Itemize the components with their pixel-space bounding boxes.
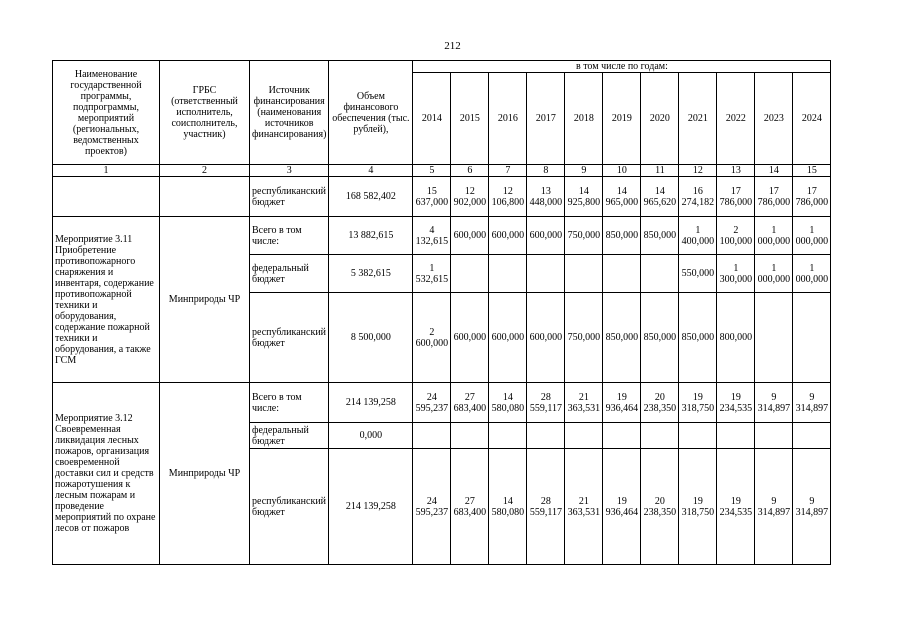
year-value-cell: 1 400,000 xyxy=(679,217,717,255)
year-value-cell: 9 314,897 xyxy=(793,449,831,565)
column-number: 7 xyxy=(489,165,527,177)
year-value-cell xyxy=(489,255,527,293)
year-value-cell xyxy=(565,255,603,293)
year-value-cell xyxy=(489,423,527,449)
total-value: 214 139,258 xyxy=(329,449,413,565)
grbs-cell-empty xyxy=(160,177,250,217)
year-value-cell xyxy=(603,423,641,449)
year-value-cell: 12 902,000 xyxy=(451,177,489,217)
header-grbs: ГРБС (ответственный исполнитель, соисполнитель, участник) xyxy=(160,61,250,165)
year-value-cell: 1 300,000 xyxy=(717,255,755,293)
header-source: Источник финансирования (наименования источников финансирования) xyxy=(250,61,329,165)
year-value-cell: 14 965,620 xyxy=(641,177,679,217)
year-header: 2021 xyxy=(679,73,717,165)
year-value-cell: 9 314,897 xyxy=(755,383,793,423)
year-value-cell: 19 936,464 xyxy=(603,383,641,423)
year-value-cell: 20 238,350 xyxy=(641,449,679,565)
year-value-cell xyxy=(527,255,565,293)
year-value-cell: 2 600,000 xyxy=(413,293,451,383)
year-value-cell xyxy=(565,423,603,449)
year-value-cell: 21 363,531 xyxy=(565,449,603,565)
year-value-cell xyxy=(755,293,793,383)
year-value-cell xyxy=(451,423,489,449)
column-number: 4 xyxy=(329,165,413,177)
year-value-cell: 750,000 xyxy=(565,217,603,255)
year-value-cell: 800,000 xyxy=(717,293,755,383)
year-header: 2017 xyxy=(527,73,565,165)
program-cell-empty xyxy=(53,177,160,217)
year-value-cell: 19 936,464 xyxy=(603,449,641,565)
year-value-cell: 27 683,400 xyxy=(451,383,489,423)
column-number: 8 xyxy=(527,165,565,177)
year-header: 2015 xyxy=(451,73,489,165)
year-value-cell: 21 363,531 xyxy=(565,383,603,423)
column-number: 12 xyxy=(679,165,717,177)
year-header: 2024 xyxy=(793,73,831,165)
year-value-cell: 13 448,000 xyxy=(527,177,565,217)
year-value-cell xyxy=(413,423,451,449)
year-value-cell: 28 559,117 xyxy=(527,449,565,565)
measure-3-11-name: Мероприятие 3.11 Приобретение противопожарного снаряжения и инвентаря, содержание противопожарной техники и оборудования, содержание пожарной техники и оборудования, а также ГСМ xyxy=(53,217,160,383)
year-value-cell xyxy=(793,293,831,383)
year-value-cell: 12 106,800 xyxy=(489,177,527,217)
source-republic-budget: республиканский бюджет xyxy=(250,293,329,383)
year-value-cell xyxy=(527,423,565,449)
year-value-cell xyxy=(603,255,641,293)
year-value-cell: 19 318,750 xyxy=(679,383,717,423)
total-value: 8 500,000 xyxy=(329,293,413,383)
year-value-cell: 19 234,535 xyxy=(717,383,755,423)
year-value-cell: 1 000,000 xyxy=(755,255,793,293)
year-header: 2023 xyxy=(755,73,793,165)
year-value-cell: 600,000 xyxy=(489,293,527,383)
column-number: 14 xyxy=(755,165,793,177)
year-value-cell: 850,000 xyxy=(641,217,679,255)
column-number: 11 xyxy=(641,165,679,177)
column-number: 5 xyxy=(413,165,451,177)
year-value-cell xyxy=(679,423,717,449)
source-total: Всего в том числе: xyxy=(250,383,329,423)
total-value: 5 382,615 xyxy=(329,255,413,293)
measure-3-11-grbs: Минприроды ЧР xyxy=(160,217,250,383)
header-by-years: в том числе по годам: xyxy=(413,61,831,73)
column-number: 6 xyxy=(451,165,489,177)
year-header: 2020 xyxy=(641,73,679,165)
column-number: 2 xyxy=(160,165,250,177)
year-value-cell: 14 925,800 xyxy=(565,177,603,217)
year-value-cell: 850,000 xyxy=(641,293,679,383)
column-number: 13 xyxy=(717,165,755,177)
year-value-cell: 1 000,000 xyxy=(793,217,831,255)
year-value-cell: 600,000 xyxy=(451,293,489,383)
year-value-cell: 16 274,182 xyxy=(679,177,717,217)
total-value: 13 882,615 xyxy=(329,217,413,255)
budget-table xyxy=(52,60,831,565)
measure-3-12-name: Мероприятие 3.12 Своевременная ликвидация лесных пожаров, организация своевременной доставки сил и средств пожаротушения к лесным пожарам и проведение мероприятий по охране лесов от пожаров xyxy=(53,383,160,565)
column-number: 15 xyxy=(793,165,831,177)
year-value-cell: 1 000,000 xyxy=(755,217,793,255)
total-value: 0,000 xyxy=(329,423,413,449)
year-value-cell: 600,000 xyxy=(489,217,527,255)
total-value: 214 139,258 xyxy=(329,383,413,423)
total-value: 168 582,402 xyxy=(329,177,413,217)
year-value-cell: 9 314,897 xyxy=(755,449,793,565)
source-total: Всего в том числе: xyxy=(250,217,329,255)
year-value-cell xyxy=(793,423,831,449)
header-program: Наименование государственной программы, подпрограммы, мероприятий (региональных, ведомственных проектов) xyxy=(53,61,160,165)
year-value-cell: 850,000 xyxy=(603,293,641,383)
year-value-cell: 2 100,000 xyxy=(717,217,755,255)
year-value-cell: 27 683,400 xyxy=(451,449,489,565)
source-republic-budget: республиканский бюджет xyxy=(250,177,329,217)
column-number: 10 xyxy=(603,165,641,177)
year-header: 2014 xyxy=(413,73,451,165)
year-value-cell xyxy=(717,423,755,449)
year-value-cell xyxy=(755,423,793,449)
year-value-cell: 14 580,080 xyxy=(489,449,527,565)
year-value-cell xyxy=(451,255,489,293)
year-value-cell: 850,000 xyxy=(603,217,641,255)
year-value-cell xyxy=(641,255,679,293)
year-value-cell: 14 965,000 xyxy=(603,177,641,217)
year-value-cell: 850,000 xyxy=(679,293,717,383)
year-value-cell xyxy=(641,423,679,449)
page-number: 212 xyxy=(444,40,461,52)
year-value-cell: 20 238,350 xyxy=(641,383,679,423)
year-value-cell: 17 786,000 xyxy=(717,177,755,217)
year-value-cell: 1 532,615 xyxy=(413,255,451,293)
column-number: 9 xyxy=(565,165,603,177)
year-header: 2016 xyxy=(489,73,527,165)
year-value-cell: 28 559,117 xyxy=(527,383,565,423)
source-federal-budget: федеральный бюджет xyxy=(250,255,329,293)
year-value-cell: 14 580,080 xyxy=(489,383,527,423)
source-republic-budget: республиканский бюджет xyxy=(250,449,329,565)
measure-3-12-grbs: Минприроды ЧР xyxy=(160,383,250,565)
year-value-cell: 1 000,000 xyxy=(793,255,831,293)
year-value-cell: 550,000 xyxy=(679,255,717,293)
year-header: 2022 xyxy=(717,73,755,165)
year-value-cell: 24 595,237 xyxy=(413,383,451,423)
year-value-cell: 600,000 xyxy=(451,217,489,255)
year-value-cell: 4 132,615 xyxy=(413,217,451,255)
header-volume: Объем финансового обеспечения (тыс. рублей), xyxy=(329,61,413,165)
year-value-cell: 17 786,000 xyxy=(793,177,831,217)
year-value-cell: 600,000 xyxy=(527,293,565,383)
year-value-cell: 19 318,750 xyxy=(679,449,717,565)
column-number: 1 xyxy=(53,165,160,177)
column-number: 3 xyxy=(250,165,329,177)
year-value-cell: 19 234,535 xyxy=(717,449,755,565)
source-federal-budget: федеральный бюджет xyxy=(250,423,329,449)
year-value-cell: 24 595,237 xyxy=(413,449,451,565)
year-value-cell: 17 786,000 xyxy=(755,177,793,217)
year-header: 2018 xyxy=(565,73,603,165)
year-value-cell: 600,000 xyxy=(527,217,565,255)
year-value-cell: 15 637,000 xyxy=(413,177,451,217)
year-value-cell: 9 314,897 xyxy=(793,383,831,423)
year-value-cell: 750,000 xyxy=(565,293,603,383)
year-header: 2019 xyxy=(603,73,641,165)
